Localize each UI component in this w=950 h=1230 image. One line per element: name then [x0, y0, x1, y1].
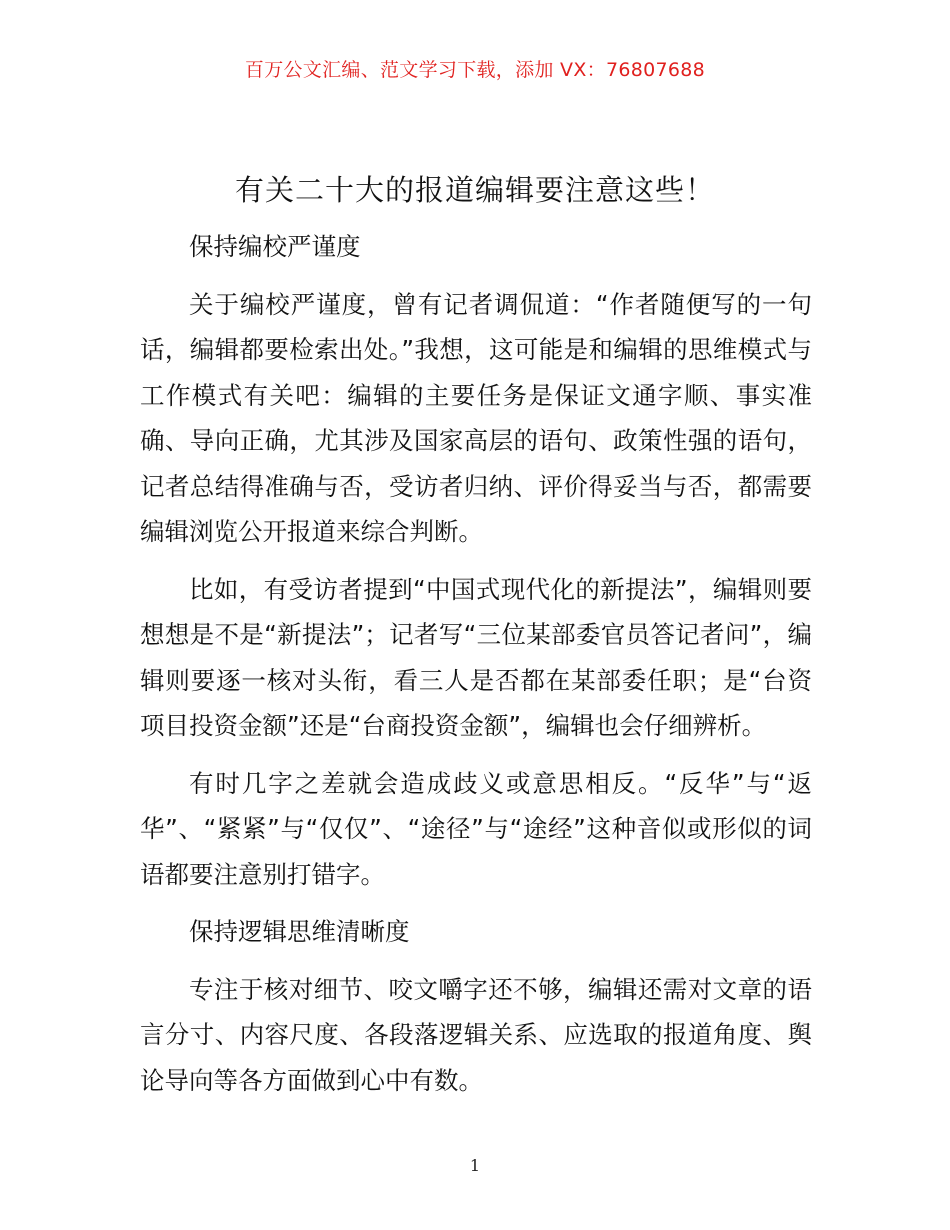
document-title: 有关二十大的报道编辑要注意这些！ [234, 173, 715, 207]
paragraph-typos: 有时几字之差就会造成歧义或意思相反。“反华”与“返华”、“紧紧”与“仅仅”、“途径”与“途经”这种音似或形似的词语都要注意别打错字。 [140, 768, 812, 889]
header-promo-note: 百万公文汇编、范文学习下载，添加 VX：76807688 [244, 59, 706, 81]
section-heading-logic: 保持逻辑思维清晰度 [189, 917, 410, 946]
document-body [140, 224, 812, 1103]
paragraph-logic: 专注于核对细节、咬文嚼字还不够，编辑还需对文章的语言分寸、内容尺度、各段落逻辑关系、应选取的报道角度、舆论导向等各方面做到心中有数。 [140, 974, 812, 1095]
paragraph-rigor-intro: 关于编校严谨度，曾有记者调侃道：“作者随便写的一句话，编辑都要检索出处。”我想，这可能是和编辑的思维模式与工作模式有关吧：编辑的主要任务是保证文通字顺、事实准确、导向正确，尤其涉及国家高层的语句、政策性强的语句，记者总结得准确与否，受访者归纳、评价得妥当与否，都需要编辑浏览公开报道来综合判断。 [140, 289, 812, 546]
page-number: 1 [469, 1156, 481, 1175]
section-heading-rigor: 保持编校严谨度 [189, 232, 361, 261]
paragraph-examples: 比如，有受访者提到“中国式现代化的新提法”，编辑则要想想是不是“新提法”；记者写“三位某部委官员答记者问”，编辑则要逐一核对头衔，看三人是否都在某部委任职；是“台资项目投资金额”还是“台商投资金额”，编辑也会仔细辨析。 [140, 574, 812, 740]
